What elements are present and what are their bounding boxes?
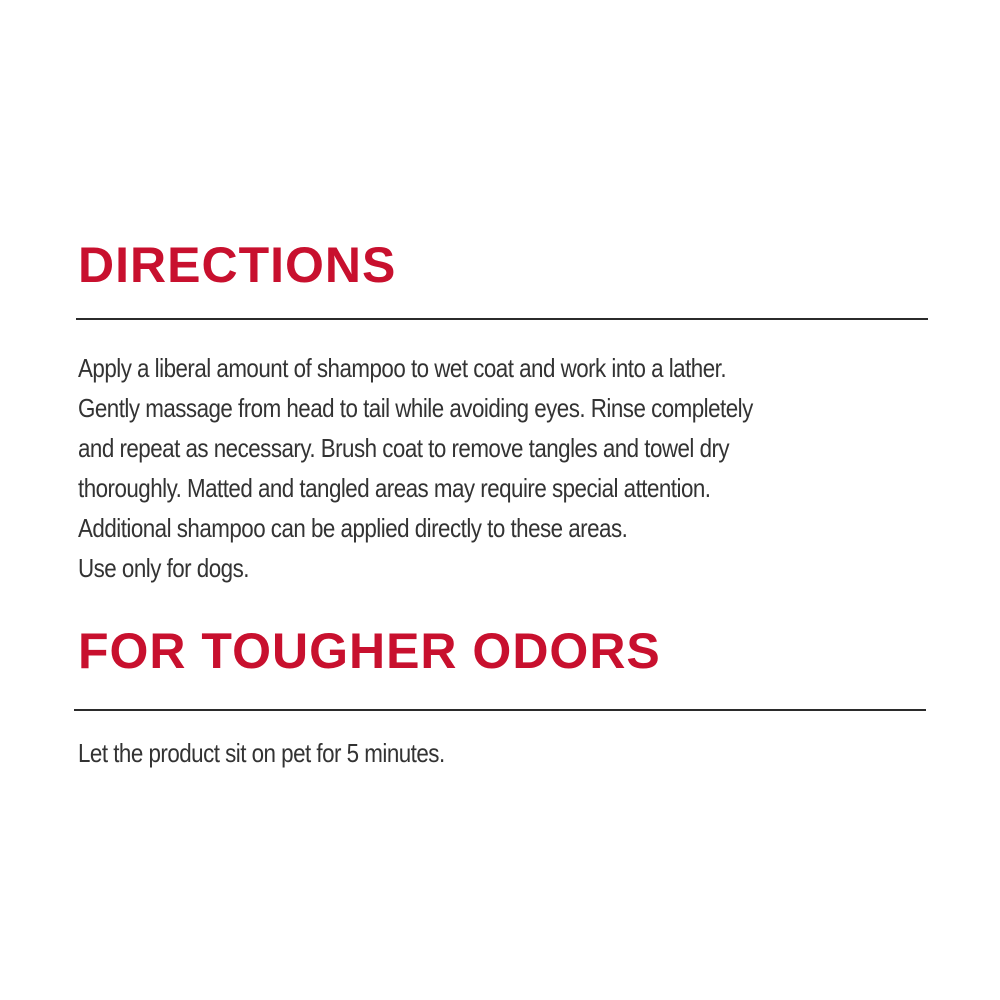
directions-line: Gently massage from head to tail while avoiding eyes. Rinse completely xyxy=(78,393,753,423)
directions-line: Additional shampoo can be applied directly to these areas. xyxy=(78,513,628,543)
tougher-odors-divider xyxy=(74,709,926,711)
directions-line: thoroughly. Matted and tangled areas may require special attention. xyxy=(78,473,711,503)
tougher-odors-heading: FOR TOUGHER ODORS xyxy=(78,623,661,679)
directions-line: Apply a liberal amount of shampoo to wet coat and work into a lather. xyxy=(78,353,727,383)
directions-divider xyxy=(76,318,928,320)
directions-line: Use only for dogs. xyxy=(78,553,249,583)
directions-heading: DIRECTIONS xyxy=(78,237,397,293)
directions-line: and repeat as necessary. Brush coat to remove tangles and towel dry xyxy=(78,433,730,463)
tougher-odors-line: Let the product sit on pet for 5 minutes. xyxy=(78,738,445,768)
tougher-odors-body xyxy=(78,733,445,773)
directions-body xyxy=(78,348,753,588)
